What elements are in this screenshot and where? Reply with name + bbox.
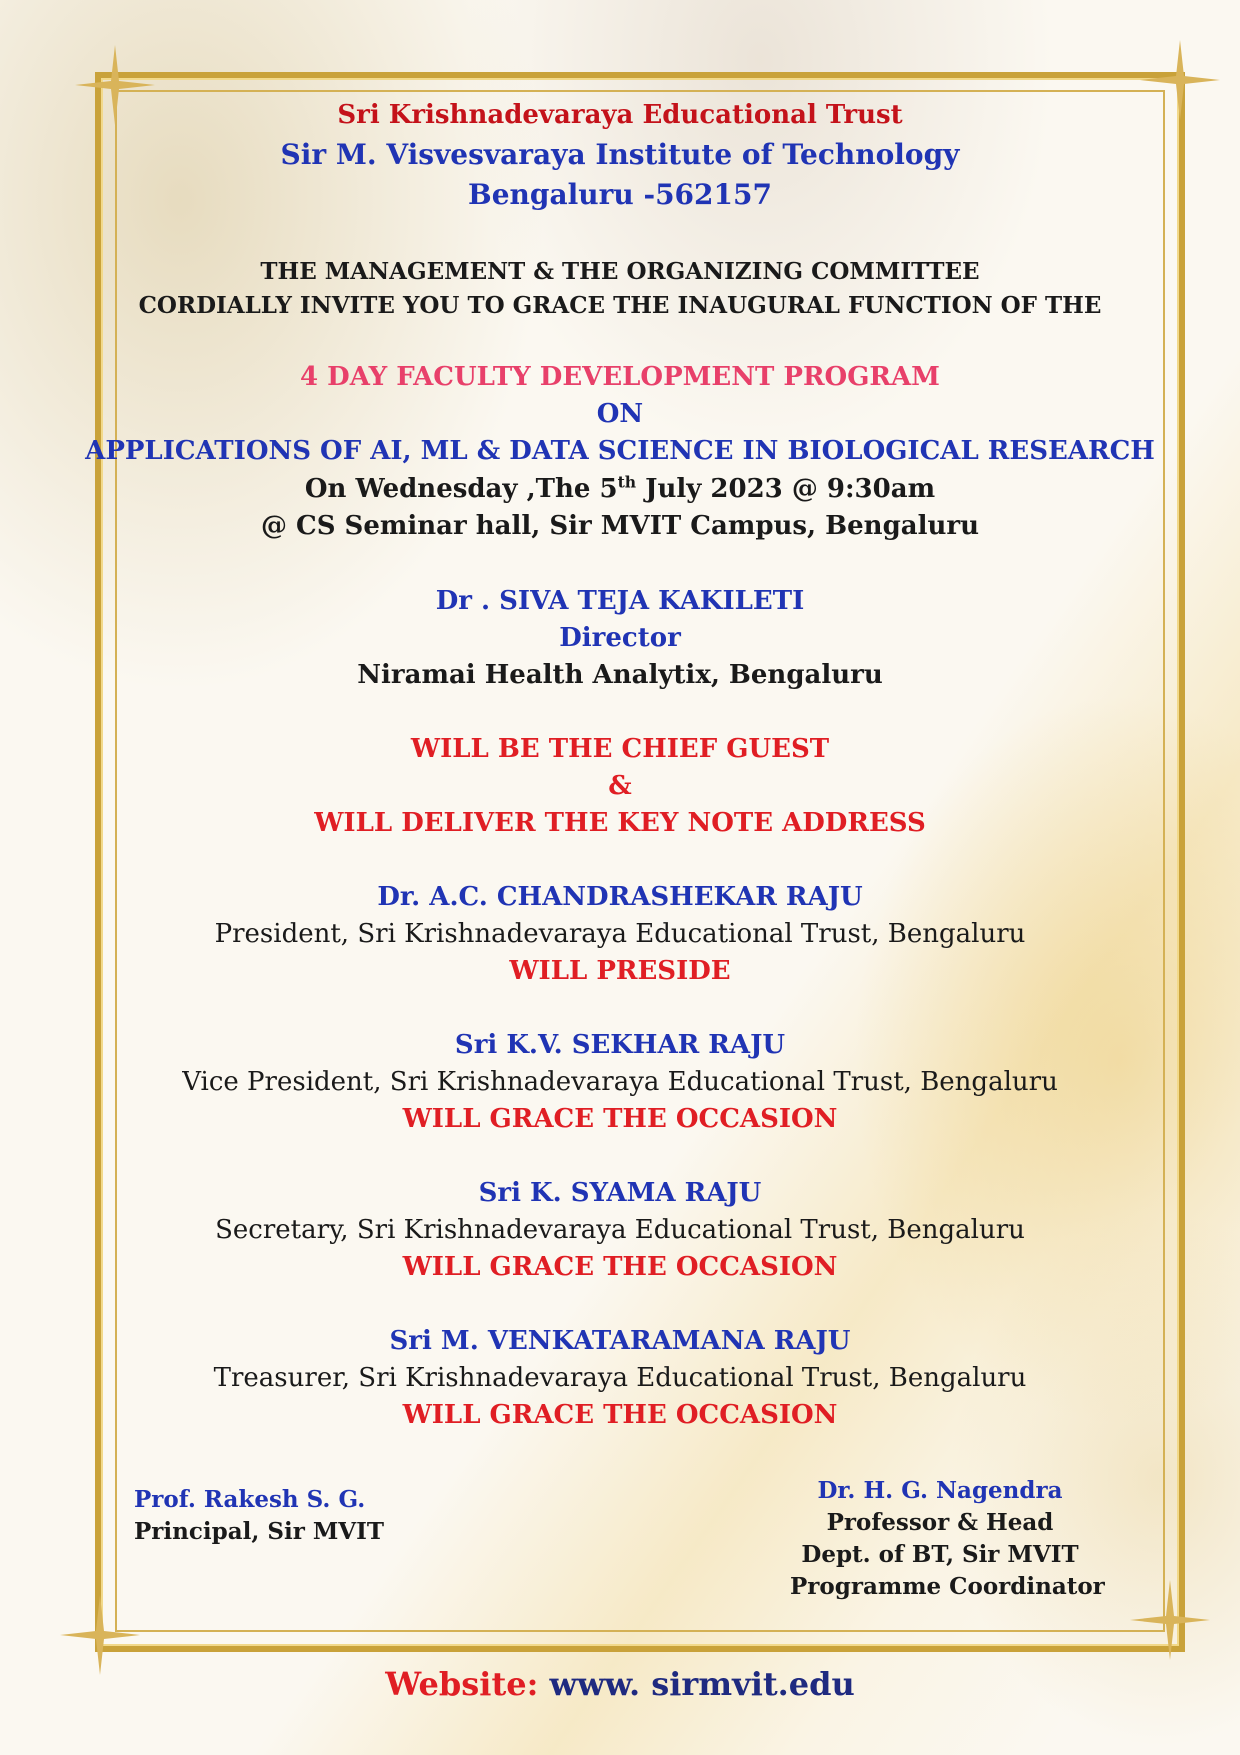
invitation-line-2: CORDIALLY INVITE YOU TO GRACE THE INAUGURAL FUNCTION OF THE [138,292,1102,319]
invitation-line-1: THE MANAGEMENT & THE ORGANIZING COMMITTEE [260,258,980,285]
coordinator-dept: Dept. of BT, Sir MVIT [801,1541,1079,1568]
principal-name: Prof. Rakesh S. G. [134,1486,366,1513]
dignitary-role: WILL GRACE THE OCCASION [402,1104,838,1134]
program-topic: APPLICATIONS OF AI, ML & DATA SCIENCE IN BIOLOGICAL RESEARCH [85,436,1155,466]
website-label: Website: [385,1665,539,1703]
dignitary-name: Sri K. SYAMA RAJU [478,1178,762,1208]
program-on: ON [596,399,644,429]
chief-guest-role: WILL BE THE CHIEF GUEST [410,734,830,764]
date-superscript: th [617,472,637,492]
date-suffix: July 2023 @ 9:30am [636,474,936,504]
dignitary-role: WILL PRESIDE [509,956,731,986]
coordinator-signature-block [790,1475,1105,1603]
principal-signature-block [134,1484,384,1548]
chief-guest-amp: & [608,771,632,801]
sparkle-star-icon [1130,1580,1210,1660]
keynote-role: WILL DELIVER THE KEY NOTE ADDRESS [314,808,926,838]
chief-guest-org: Niramai Health Analytix, Bengaluru [357,660,883,690]
dignitary-role: WILL GRACE THE OCCASION [402,1252,838,1282]
coordinator-name: Dr. H. G. Nagendra [817,1477,1063,1504]
program-venue: @ CS Seminar hall, Sir MVIT Campus, Bengaluru [260,511,979,541]
dignitary-name: Dr. A.C. CHANDRASHEKAR RAJU [377,882,863,912]
dignitary-desc: Vice President, Sri Krishnadevaraya Educational Trust, Bengaluru [182,1067,1058,1097]
sparkle-star-icon [60,1595,140,1675]
chief-guest-title: Director [559,623,681,653]
dignitary-name: Sri M. VENKATARAMANA RAJU [389,1326,851,1356]
website-link[interactable]: www. sirmvit.edu [538,1665,855,1703]
dignitary-role: WILL GRACE THE OCCASION [402,1400,838,1430]
dignitary-desc: President, Sri Krishnadevaraya Educational Trust, Bengaluru [214,919,1026,949]
institute-name: Sir M. Visvesvaraya Institute of Technology [280,138,960,171]
footer-website [0,1665,1240,1703]
dignitary-desc: Treasurer, Sri Krishnadevaraya Educational Trust, Bengaluru [213,1363,1027,1393]
program-title: 4 DAY FACULTY DEVELOPMENT PROGRAM [300,362,940,392]
date-prefix: On Wednesday ,The 5 [304,474,618,504]
trust-name: Sri Krishnadevaraya Educational Trust [337,100,903,130]
dignitary-desc: Secretary, Sri Krishnadevaraya Educational Trust, Bengaluru [215,1215,1025,1245]
dignitary-name: Sri K.V. SEKHAR RAJU [454,1030,786,1060]
program-date [0,474,1240,504]
principal-title: Principal, Sir MVIT [134,1518,385,1545]
chief-guest-name: Dr . SIVA TEJA KAKILETI [435,586,805,616]
coordinator-title: Professor & Head [826,1509,1054,1536]
institute-city: Bengaluru -562157 [468,178,772,211]
coordinator-role: Programme Coordinator [790,1573,1105,1600]
